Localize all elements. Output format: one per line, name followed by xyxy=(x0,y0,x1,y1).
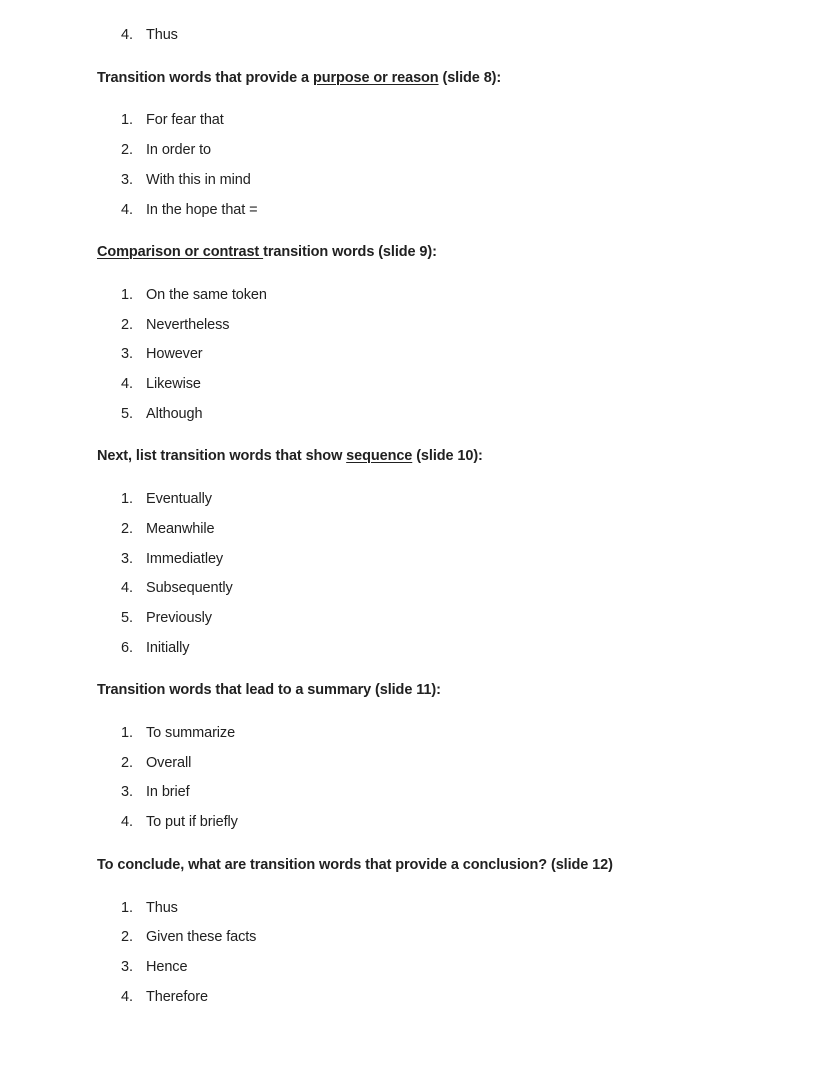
list-item xyxy=(121,485,768,515)
list-item-text: In order to xyxy=(146,142,211,159)
list-item-number: 4. xyxy=(121,988,133,1005)
list-item-text: To summarize xyxy=(146,725,236,742)
list-item-text: Overall xyxy=(146,754,192,771)
heading-text-post: (slide 10): xyxy=(412,448,483,465)
list-item-number: 2. xyxy=(121,316,133,333)
list-item-text: Thus xyxy=(146,27,178,43)
list-item-text: In brief xyxy=(146,784,190,801)
list-item-number: 2. xyxy=(121,142,133,159)
list-item-text: Eventually xyxy=(146,491,212,508)
section-heading-sequence xyxy=(97,442,768,472)
section-heading-comparison-contrast xyxy=(97,238,768,268)
list-item-text: Likewise xyxy=(146,376,201,393)
list-item-text: Thus xyxy=(146,899,178,916)
list-item-number: 1. xyxy=(121,112,133,129)
list-item xyxy=(121,515,768,545)
list-item-number: 4. xyxy=(121,814,133,831)
list-item-text: Hence xyxy=(146,958,188,975)
list-item-text: Meanwhile xyxy=(146,520,215,537)
list-item-text: On the same token xyxy=(146,286,267,303)
list-item-text: Nevertheless xyxy=(146,316,230,333)
list-item-text: In the hope that = xyxy=(146,201,258,218)
list-item-number: 3. xyxy=(121,550,133,567)
heading-text-post: (slide 8): xyxy=(438,69,502,86)
heading-text-pre: Next, list transition words that show xyxy=(97,448,347,465)
section-heading-purpose-reason xyxy=(97,64,768,94)
heading-text-underlined: purpose or reason xyxy=(312,69,439,86)
list-item-text: Previously xyxy=(146,609,212,626)
list-item-number: 1. xyxy=(121,286,133,303)
list-item-number: 4. xyxy=(121,376,133,393)
section-heading-conclusion xyxy=(97,851,768,881)
list-item xyxy=(121,370,768,400)
list-item xyxy=(121,311,768,341)
list-item xyxy=(121,574,768,604)
list-item xyxy=(121,21,768,51)
list-item-number: 1. xyxy=(121,899,133,916)
heading-text-pre: Transition words that lead to a summary (slide 11): xyxy=(97,682,441,699)
heading-text-underlined: Comparison or contrast xyxy=(97,244,264,261)
list-item-number: 4. xyxy=(121,27,133,43)
list-item-number: 3. xyxy=(121,958,133,975)
section-heading-summary xyxy=(97,676,768,706)
list-item xyxy=(121,808,768,838)
list-item-text: Initially xyxy=(146,639,190,656)
list-item xyxy=(121,894,768,924)
list-item-text: With this in mind xyxy=(146,171,251,188)
list-item xyxy=(121,166,768,196)
list-item-text: Although xyxy=(146,405,203,422)
list-item-text: Subsequently xyxy=(146,580,233,597)
list-item xyxy=(121,749,768,779)
list-item xyxy=(121,983,768,1013)
heading-text-underlined: sequence xyxy=(346,448,413,465)
list-item-number: 5. xyxy=(121,405,133,422)
list-item-text: Immediatley xyxy=(146,550,224,567)
heading-text-post: transition words (slide 9): xyxy=(263,244,437,261)
list-item xyxy=(121,400,768,430)
heading-text-pre: To conclude, what are transition words that provide a conclusion? (slide 12) xyxy=(97,856,613,873)
list-item-text: However xyxy=(146,346,203,363)
list-item xyxy=(121,778,768,808)
list-item-text: To put if briefly xyxy=(146,814,238,831)
list-item-number: 2. xyxy=(121,929,133,946)
list-item-number: 5. xyxy=(121,609,133,626)
list-item xyxy=(121,196,768,226)
list-item-text: Therefore xyxy=(146,988,208,1005)
list-item xyxy=(121,340,768,370)
list-item xyxy=(121,604,768,634)
list-item xyxy=(121,634,768,664)
list-item xyxy=(121,281,768,311)
list-item-text: For fear that xyxy=(146,112,224,129)
list-item-number: 1. xyxy=(121,491,133,508)
list-item xyxy=(121,136,768,166)
heading-text-pre: Transition words that provide a xyxy=(97,69,313,86)
list-item xyxy=(121,719,768,749)
list-item xyxy=(121,953,768,983)
list-item-number: 4. xyxy=(121,201,133,218)
list-item xyxy=(121,106,768,136)
list-item xyxy=(121,545,768,575)
list-item-number: 4. xyxy=(121,580,133,597)
list-item-text: Given these facts xyxy=(146,929,257,946)
list-item xyxy=(121,923,768,953)
list-item-number: 1. xyxy=(121,725,133,742)
list-item-number: 3. xyxy=(121,171,133,188)
list-item-number: 6. xyxy=(121,639,133,656)
list-item-number: 2. xyxy=(121,754,133,771)
list-item-number: 2. xyxy=(121,520,133,537)
list-item-number: 3. xyxy=(121,346,133,363)
list-item-number: 3. xyxy=(121,784,133,801)
